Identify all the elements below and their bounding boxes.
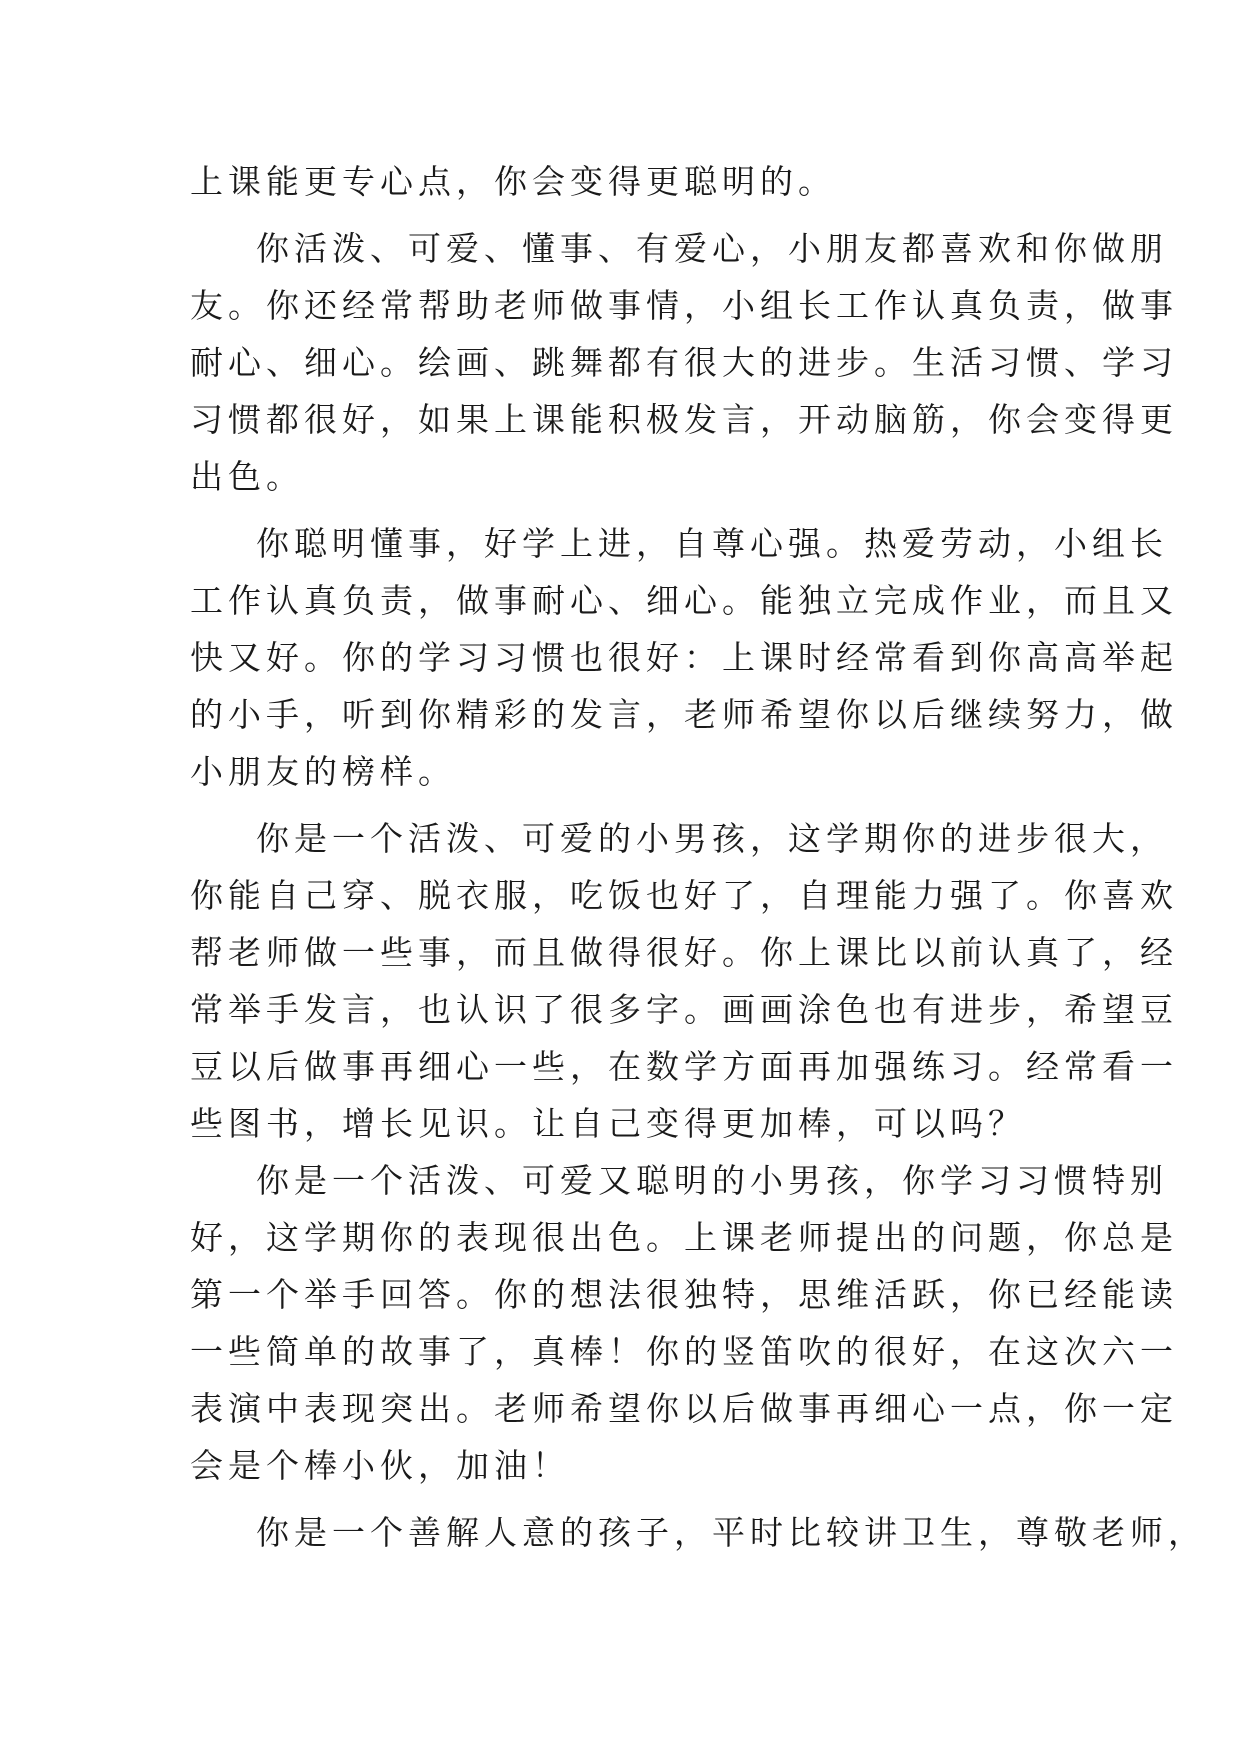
text-line: 耐心、细心。绘画、跳舞都有很大的进步。生活习惯、学习 (190, 343, 1178, 382)
text-line: 工作认真负责，做事耐心、细心。能独立完成作业，而且又 (190, 581, 1178, 620)
text-line: 你是一个活泼、可爱的小男孩，这学期你的进步很大， (256, 819, 1168, 858)
text-line: 习惯都很好，如果上课能积极发言，开动脑筋，你会变得更 (190, 400, 1178, 439)
text-line: 些图书，增长见识。让自己变得更加棒，可以吗？ (190, 1104, 1026, 1143)
text-line: 出色。 (190, 457, 304, 496)
text-line: 你是一个善解人意的孩子，平时比较讲卫生，尊敬老师， (256, 1513, 1206, 1552)
text-line: 表演中表现突出。老师希望你以后做事再细心一点，你一定 (190, 1389, 1178, 1428)
text-line: 会是个棒小伙，加油！ (190, 1446, 570, 1485)
text-line: 快又好。你的学习习惯也很好：上课时经常看到你高高举起 (190, 638, 1178, 677)
text-line: 小朋友的榜样。 (190, 752, 456, 791)
paragraph-2 (190, 220, 1178, 505)
paragraph-3 (190, 515, 1178, 800)
text-line: 常举手发言，也认识了很多字。画画涂色也有进步，希望豆 (190, 990, 1178, 1029)
text-line: 好，这学期你的表现很出色。上课老师提出的问题，你总是 (190, 1218, 1178, 1257)
text-line: 第一个举手回答。你的想法很独特，思维活跃，你已经能读 (190, 1275, 1178, 1314)
document-body (190, 153, 1206, 1561)
text-line: 你是一个活泼、可爱又聪明的小男孩，你学习习惯特别 (256, 1161, 1168, 1200)
text-line: 你活泼、可爱、懂事、有爱心，小朋友都喜欢和你做朋 (256, 229, 1168, 268)
text-line: 的小手，听到你精彩的发言，老师希望你以后继续努力，做 (190, 695, 1178, 734)
text-line: 豆以后做事再细心一些，在数学方面再加强练习。经常看一 (190, 1047, 1178, 1086)
paragraph-1 (190, 153, 1060, 210)
text-line: 你能自己穿、脱衣服，吃饭也好了，自理能力强了。你喜欢 (190, 876, 1178, 915)
text-line: 上课能更专心点，你会变得更聪明的。 (190, 162, 836, 201)
paragraph-5 (190, 1152, 1178, 1494)
text-line: 友。你还经常帮助老师做事情，小组长工作认真负责，做事 (190, 286, 1178, 325)
paragraph-6 (190, 1504, 1206, 1561)
paragraph-4 (190, 810, 1178, 1152)
text-line: 帮老师做一些事，而且做得很好。你上课比以前认真了，经 (190, 933, 1178, 972)
text-line: 一些简单的故事了，真棒！你的竖笛吹的很好，在这次六一 (190, 1332, 1178, 1371)
text-line: 你聪明懂事，好学上进，自尊心强。热爱劳动，小组长 (256, 524, 1168, 563)
